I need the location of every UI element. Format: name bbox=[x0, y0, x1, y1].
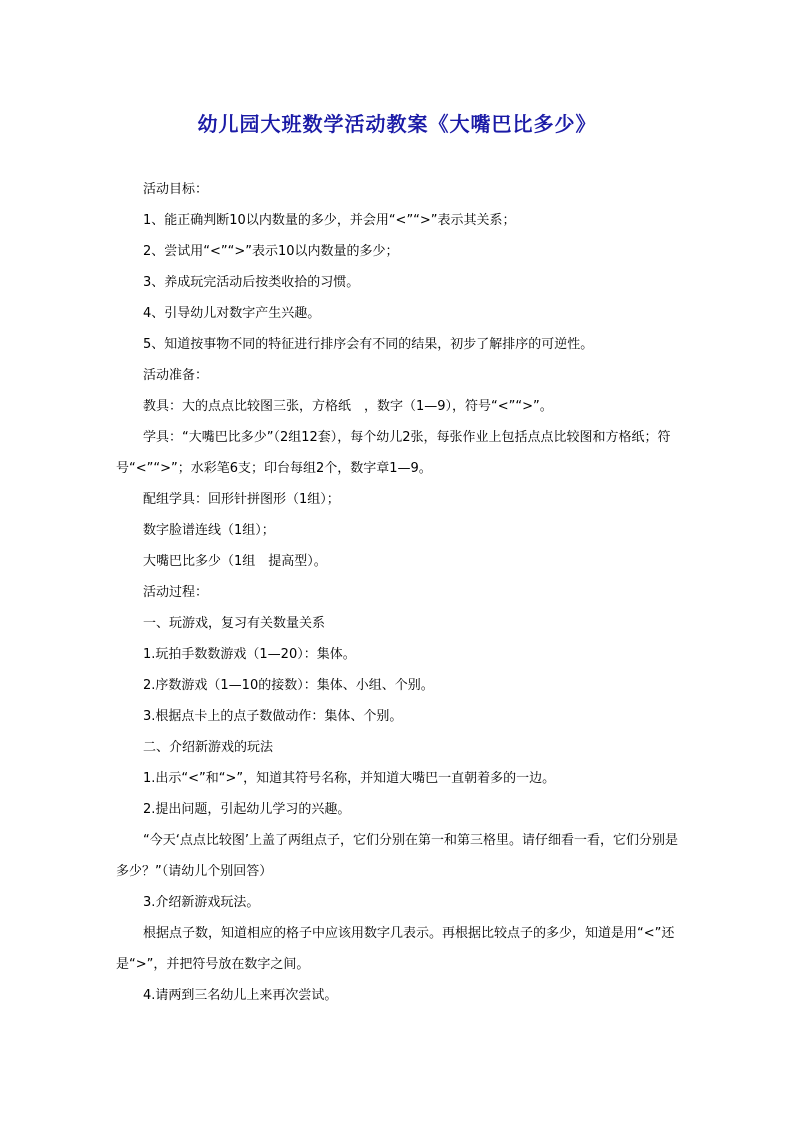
process-step: 3.根据点卡上的点子数做动作：集体、个别。 bbox=[143, 709, 403, 724]
goal-item: 5、知道按事物不同的特征进行排序会有不同的结果，初步了解排序的可逆性。 bbox=[143, 337, 594, 352]
process-step: 2.提出问题，引起幼儿学习的兴趣。 bbox=[143, 802, 351, 817]
process-step: 4.请两到三名幼儿上来再次尝试。 bbox=[143, 988, 338, 1003]
process-quote: “今天‘点点比较图’上盖了两组点子，它们分别在第一和第三格里。请仔细看一看，它们分别是多少？”（请幼儿个别回答） bbox=[116, 833, 679, 879]
section-heading-preparation: 活动准备： bbox=[143, 368, 209, 383]
goal-item: 4、引导幼儿对数字产生兴趣。 bbox=[143, 306, 321, 321]
section-heading-goals: 活动目标： bbox=[143, 182, 209, 197]
process-step: 3.介绍新游戏玩法。 bbox=[143, 895, 260, 910]
process-step: 1.出示“<”和“>”，知道其符号名称，并知道大嘴巴一直朝着多的一边。 bbox=[143, 771, 556, 786]
goal-item: 2、尝试用“<”“>”表示10以内数量的多少； bbox=[143, 244, 399, 259]
process-description: 根据点子数，知道相应的格子中应该用数字几表示。再根据比较点子的多少，知道是用“<”还是“>”，并把符号放在数字之间。 bbox=[116, 926, 675, 972]
preparation-item: 数字脸谱连线（1组）； bbox=[143, 523, 275, 538]
document-title: 幼儿园大班数学活动教案《大嘴巴比多少》 bbox=[197, 112, 597, 136]
goal-item: 1、能正确判断10以内数量的多少，并会用“<”“>”表示其关系； bbox=[143, 213, 516, 228]
section-heading-process: 活动过程： bbox=[143, 585, 209, 600]
preparation-item: 配组学具：回形针拼图形（1组）； bbox=[143, 492, 340, 507]
preparation-item: 学具：“大嘴巴比多少”（2组12套），每个幼儿2张，每张作业上包括点点比较图和方格纸；符号“<”“>”；水彩笔6支；印台每组2个，数字章1—9。 bbox=[116, 430, 671, 476]
goal-item: 3、养成玩完活动后按类收拾的习惯。 bbox=[143, 275, 360, 290]
process-step: 2.序数游戏（1—10的接数）：集体、小组、个别。 bbox=[143, 678, 434, 693]
process-subheading: 二、介绍新游戏的玩法 bbox=[143, 740, 274, 755]
process-subheading: 一、玩游戏，复习有关数量关系 bbox=[143, 616, 326, 631]
document-body bbox=[116, 174, 680, 1011]
preparation-item: 大嘴巴比多少（1组 提高型）。 bbox=[143, 554, 327, 569]
process-step: 1.玩拍手数数游戏（1—20）：集体。 bbox=[143, 647, 356, 662]
preparation-item: 教具：大的点点比较图三张，方格纸 ，数字（1—9），符号“<”“>”。 bbox=[143, 399, 553, 414]
